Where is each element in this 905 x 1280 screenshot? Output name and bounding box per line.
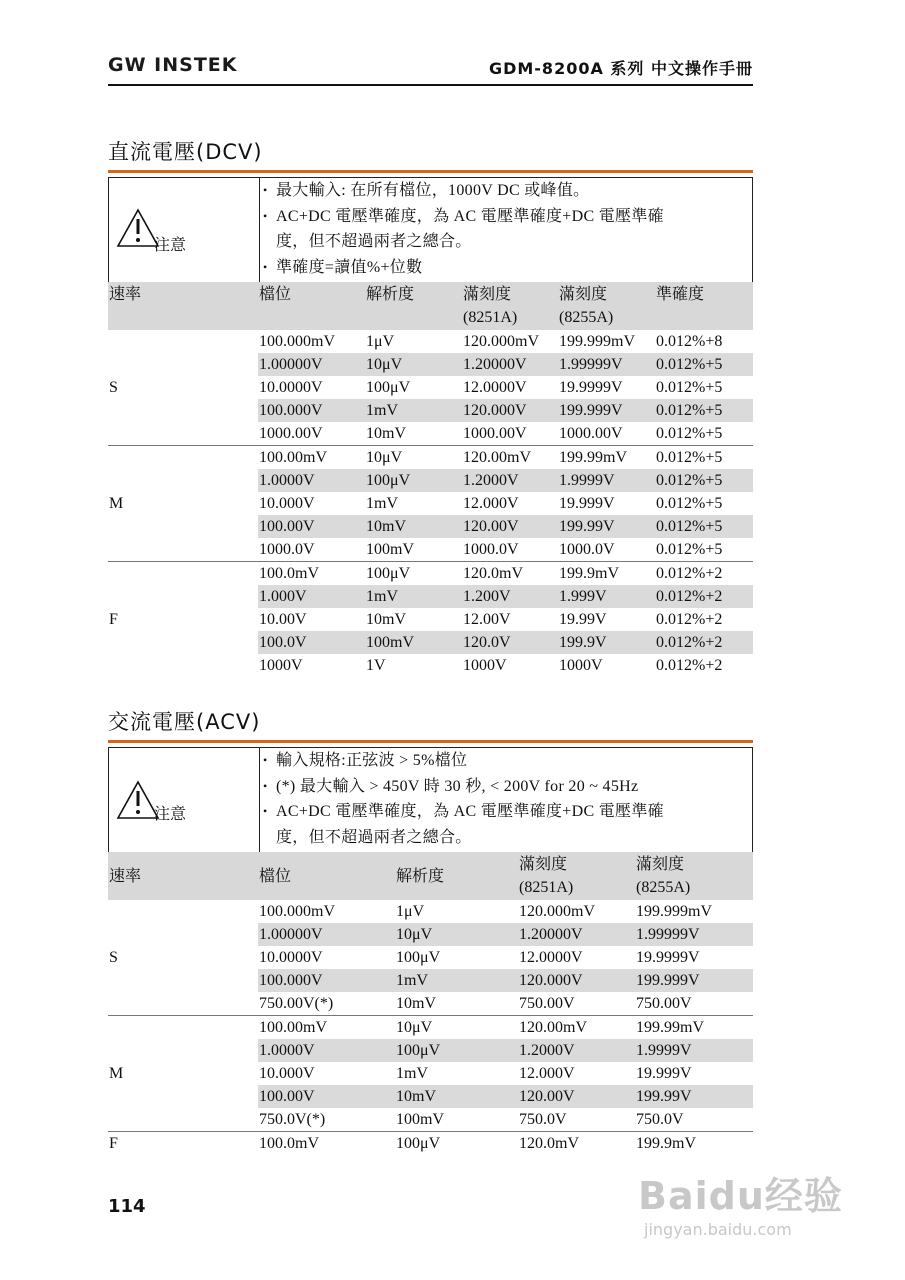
table-cell: 0.012%+5 xyxy=(655,399,753,422)
table-cell: 0.012%+5 xyxy=(655,353,753,376)
table-cell: 120.000V xyxy=(518,969,635,992)
table-cell: 1.00000V xyxy=(258,353,365,376)
table-cell: 199.99V xyxy=(635,1085,753,1108)
dcv-header-resolution: 解析度 xyxy=(365,282,462,330)
table-cell: 12.00V xyxy=(463,611,511,628)
acv-note-item-continued: 度，但不超過兩者之總合。 xyxy=(276,828,472,846)
acv-note-label-cell xyxy=(109,748,260,852)
brand-logo: GW INSTEK xyxy=(108,54,238,76)
table-cell: 12.0000V xyxy=(463,379,527,396)
table-cell: 120.000V xyxy=(462,399,558,422)
table-cell: 10.00V xyxy=(259,611,307,628)
acv-header-row xyxy=(108,852,753,900)
acv-note-item: • (*) 最大輸入 > 450V 時 30 秒, < 200V for 20 ~ 45Hz xyxy=(262,774,752,800)
table-cell: 199.99V xyxy=(558,515,655,538)
table-cell: 100μV xyxy=(396,949,441,966)
table-cell: 120.0mV xyxy=(518,1132,635,1156)
table-cell: 199.999V xyxy=(558,399,655,422)
table-cell: 199.99mV xyxy=(558,446,655,470)
table-cell: 19.999V xyxy=(559,495,615,512)
dcv-spec-table xyxy=(108,282,753,677)
table-cell: 1.99999V xyxy=(635,923,753,946)
table-row xyxy=(108,330,753,353)
table-cell: 0.012%+5 xyxy=(655,469,753,492)
rate-cell: S xyxy=(108,900,258,1016)
table-cell: 1.99999V xyxy=(558,353,655,376)
table-cell: 120.00V xyxy=(462,515,558,538)
table-cell: 1.2000V xyxy=(518,1039,635,1062)
table-cell: 10mV xyxy=(395,1085,518,1108)
dcv-header-fullscale-8255a: 滿刻度 (8255A) xyxy=(558,282,655,330)
table-row xyxy=(108,562,753,586)
dcv-note-item: • 準確度=讀值%+位數 xyxy=(262,255,752,281)
dcv-header-range: 檔位 xyxy=(258,282,365,330)
table-cell: 100mV xyxy=(366,541,414,558)
table-cell: 100.000V xyxy=(258,399,365,422)
dcv-note-list xyxy=(262,178,752,280)
table-cell: 1.2000V xyxy=(462,469,558,492)
table-row xyxy=(108,446,753,470)
table-cell: 120.000mV xyxy=(463,333,539,350)
table-cell: 0.012%+5 xyxy=(655,515,753,538)
rate-cell: M xyxy=(108,1016,258,1132)
table-cell: 1000.0V xyxy=(259,541,315,558)
acv-header-range: 檔位 xyxy=(258,852,395,900)
table-cell: 199.9mV xyxy=(635,1132,753,1156)
table-cell: 100.0mV xyxy=(258,562,365,586)
table-cell: 100.00V xyxy=(258,515,365,538)
dcv-header-row xyxy=(108,282,753,330)
table-cell: 12.0000V xyxy=(519,949,583,966)
document-title: GDM-8200A 系列 中文操作手冊 xyxy=(488,59,753,78)
table-cell: 1000V xyxy=(463,657,507,674)
dcv-header-rate: 速率 xyxy=(108,282,258,330)
table-cell: 100μV xyxy=(365,469,462,492)
table-cell: 1000V xyxy=(259,657,303,674)
table-cell: 0.012%+2 xyxy=(655,585,753,608)
dcv-section-title: 直流電壓(DCV) xyxy=(108,140,263,164)
table-cell: 120.000mV xyxy=(519,903,595,920)
acv-header-rate: 速率 xyxy=(108,852,258,900)
table-cell: 10.0000V xyxy=(259,379,323,396)
table-cell: 0.012%+2 xyxy=(655,562,753,586)
table-cell: 19.99V xyxy=(559,611,607,628)
table-cell: 100mV xyxy=(396,1111,444,1128)
table-cell: 1.999V xyxy=(558,585,655,608)
table-cell: 1.0000V xyxy=(258,469,365,492)
table-cell: 120.0mV xyxy=(462,562,558,586)
acv-header-fullscale-8251a: 滿刻度 (8251A) xyxy=(518,852,635,900)
table-cell: 10mV xyxy=(365,515,462,538)
acv-note-box xyxy=(108,747,753,853)
rate-cell: M xyxy=(108,446,258,562)
table-cell: 10μV xyxy=(395,1016,518,1040)
watermark xyxy=(638,1165,843,1239)
table-cell: 199.9V xyxy=(558,631,655,654)
table-cell: 1.20000V xyxy=(462,353,558,376)
table-cell: 1000.0V xyxy=(463,541,519,558)
table-cell: 1mV xyxy=(365,585,462,608)
dcv-note-item-continued: 度，但不超過兩者之總合。 xyxy=(276,233,472,250)
table-cell: 199.999V xyxy=(635,969,753,992)
table-cell: 100.000mV xyxy=(259,333,335,350)
table-cell: 0.012%+2 xyxy=(656,611,723,628)
table-cell: 1mV xyxy=(366,495,398,512)
table-cell: 1.9999V xyxy=(635,1039,753,1062)
table-cell: 120.00mV xyxy=(462,446,558,470)
watermark-url: jingyan.baidu.com xyxy=(644,1220,792,1239)
table-cell: 199.9mV xyxy=(558,562,655,586)
table-cell: 0.012%+5 xyxy=(656,495,723,512)
acv-header-fullscale-8255a: 滿刻度 (8255A) xyxy=(635,852,753,900)
dcv-note-label-cell xyxy=(109,178,260,282)
table-cell: 1.9999V xyxy=(558,469,655,492)
table-cell: 10mV xyxy=(396,995,436,1012)
table-cell: 199.999mV xyxy=(559,333,635,350)
acv-section-title: 交流電壓(ACV) xyxy=(108,710,261,734)
dcv-header-accuracy: 準確度 xyxy=(655,282,753,330)
table-cell: 1mV xyxy=(395,969,518,992)
table-cell: 120.00V xyxy=(518,1085,635,1108)
table-cell: 10.000V xyxy=(259,495,315,512)
table-cell: 19.9999V xyxy=(636,949,700,966)
dcv-note-item: • AC+DC 電壓準確度，為 AC 電壓準確度+DC 電壓準確 xyxy=(262,204,752,230)
table-cell: 1000V xyxy=(559,657,603,674)
table-cell: 100μV xyxy=(395,1132,518,1156)
dcv-header-fullscale-8251a: 滿刻度 (8251A) xyxy=(462,282,558,330)
table-cell: 1000.0V xyxy=(559,541,615,558)
table-cell: 1.20000V xyxy=(518,923,635,946)
acv-note-item: • AC+DC 電壓準確度，為 AC 電壓準確度+DC 電壓準確 xyxy=(262,799,752,825)
rate-cell: S xyxy=(108,330,258,446)
table-cell: 100.00V xyxy=(258,1085,395,1108)
table-cell: 120.0V xyxy=(462,631,558,654)
table-cell: 750.00V(*) xyxy=(259,995,334,1012)
header-rule xyxy=(108,84,753,86)
acv-table-body xyxy=(108,900,753,1155)
table-cell: 100.00mV xyxy=(258,446,365,470)
acv-header-resolution: 解析度 xyxy=(395,852,518,900)
table-cell: 0.012%+5 xyxy=(655,446,753,470)
table-cell: 10.0000V xyxy=(259,949,323,966)
table-cell: 100.00mV xyxy=(258,1016,395,1040)
table-cell: 12.000V xyxy=(463,495,519,512)
table-cell: 100μV xyxy=(395,1039,518,1062)
table-cell: 0.012%+5 xyxy=(656,425,723,442)
table-cell: 100.000mV xyxy=(259,903,335,920)
acv-note-item: • 輸入規格:正弦波 > 5%檔位 xyxy=(262,748,752,774)
table-cell: 0.012%+2 xyxy=(656,657,723,674)
table-cell: 0.012%+8 xyxy=(656,333,723,350)
dcv-table-body xyxy=(108,330,753,677)
table-cell: 1V xyxy=(366,657,386,674)
page-number: 114 xyxy=(108,1196,146,1217)
table-row xyxy=(108,1132,753,1156)
rate-cell: F xyxy=(108,1132,258,1156)
table-cell: 10μV xyxy=(395,923,518,946)
table-cell: 1000.00V xyxy=(259,425,323,442)
dcv-note-item: • 最大輸入: 在所有檔位，1000V DC 或峰值。 xyxy=(262,178,752,204)
table-cell: 100μV xyxy=(365,562,462,586)
table-cell: 750.0V xyxy=(636,1111,684,1128)
table-cell: 120.00mV xyxy=(518,1016,635,1040)
table-row xyxy=(108,900,753,923)
table-cell: 750.0V xyxy=(519,1111,567,1128)
table-cell: 10μV xyxy=(365,353,462,376)
table-cell: 100mV xyxy=(365,631,462,654)
table-cell: 100μV xyxy=(366,379,411,396)
table-cell: 1μV xyxy=(396,903,425,920)
table-cell: 1.00000V xyxy=(258,923,395,946)
acv-note-list xyxy=(262,748,752,850)
table-cell: 199.999mV xyxy=(636,903,712,920)
table-cell: 750.0V(*) xyxy=(259,1111,326,1128)
table-cell: 1.000V xyxy=(258,585,365,608)
watermark-brand: Baidu经验 xyxy=(638,1174,843,1218)
table-cell: 0.012%+5 xyxy=(656,541,723,558)
table-cell: 10mV xyxy=(366,425,406,442)
table-cell: 1mV xyxy=(396,1065,428,1082)
table-cell: 100.0V xyxy=(258,631,365,654)
table-cell: 750.00V xyxy=(636,995,692,1012)
table-cell: 1000.00V xyxy=(559,425,623,442)
acv-note-label: 注意 xyxy=(154,806,187,823)
table-cell: 10mV xyxy=(366,611,406,628)
dcv-note-box xyxy=(108,177,753,283)
table-cell: 1.0000V xyxy=(258,1039,395,1062)
table-cell: 12.000V xyxy=(519,1065,575,1082)
table-cell: 1000.00V xyxy=(463,425,527,442)
table-cell: 19.999V xyxy=(636,1065,692,1082)
table-cell: 1.200V xyxy=(462,585,558,608)
table-cell: 1mV xyxy=(365,399,462,422)
table-cell: 750.00V xyxy=(519,995,575,1012)
rate-cell: F xyxy=(108,562,258,678)
table-cell: 100.000V xyxy=(258,969,395,992)
table-cell: 10.000V xyxy=(259,1065,315,1082)
dcv-section-rule xyxy=(108,170,753,173)
dcv-note-label: 注意 xyxy=(154,237,187,254)
table-cell: 1μV xyxy=(366,333,395,350)
acv-spec-table xyxy=(108,852,753,1155)
table-cell: 0.012%+2 xyxy=(655,631,753,654)
table-row xyxy=(108,1016,753,1040)
table-cell: 19.9999V xyxy=(559,379,623,396)
table-cell: 10μV xyxy=(365,446,462,470)
acv-section-rule xyxy=(108,740,753,743)
table-cell: 0.012%+5 xyxy=(656,379,723,396)
table-cell: 199.99mV xyxy=(635,1016,753,1040)
table-cell: 100.0mV xyxy=(258,1132,395,1156)
